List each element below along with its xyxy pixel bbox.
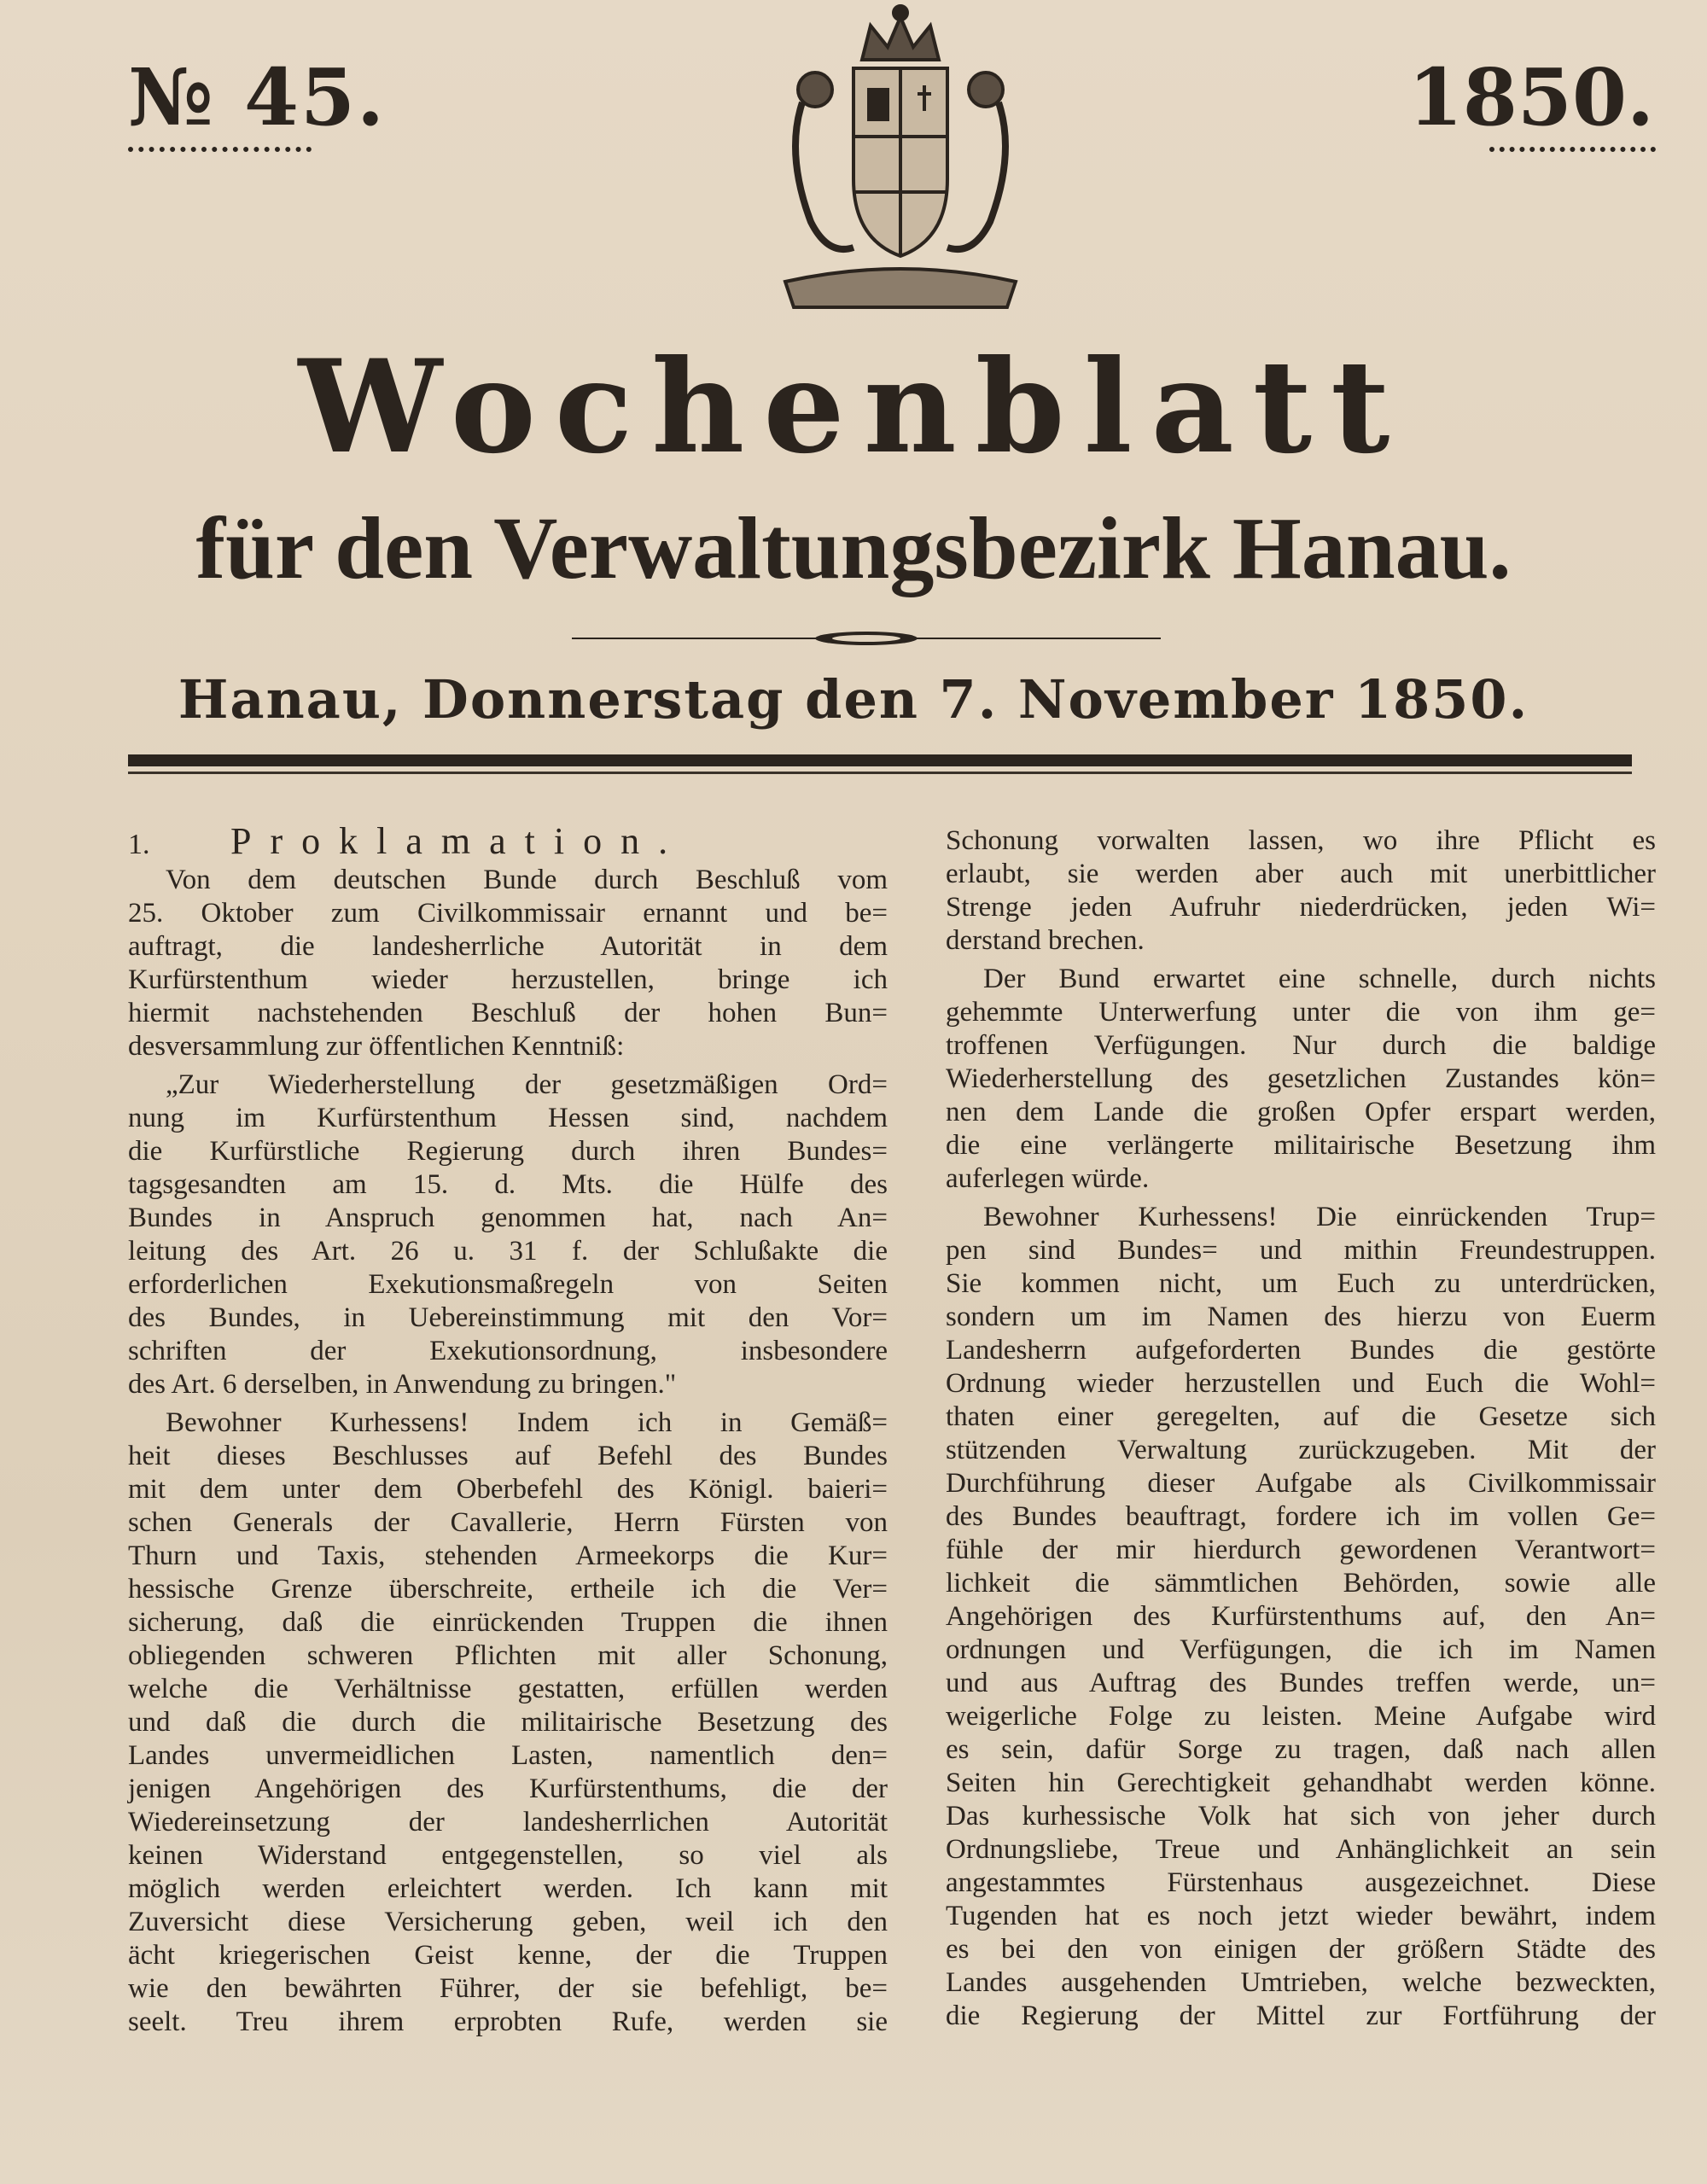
text-line: des Bundes, in Uebereinstimmung mit den Vor= [128, 1302, 888, 1333]
text-line: möglich werden erleichtert werden. Ich kann mit [128, 1873, 888, 1904]
text-line: heit dieses Beschlusses auf Befehl des Bundes [128, 1441, 888, 1471]
dateline: Hanau, Donnerstag den 7. November 1850. [178, 668, 1529, 731]
text-line: nung im Kurfürstenthum Hessen sind, nachdem [128, 1103, 888, 1133]
text-line: schen Generals der Cavallerie, Herrn Fürsten von [128, 1507, 888, 1538]
text-line: pen sind Bundes= und mithin Freundestruppen. [946, 1235, 1656, 1266]
text-line: hessische Grenze überschreite, ertheile ich die Ver= [128, 1574, 888, 1605]
text-line: weigerliche Folge zu leisten. Meine Aufgabe wird [946, 1701, 1656, 1732]
text-line: desversammlung zur öffentlichen Kenntniß: [128, 1031, 625, 1062]
text-line: Kurfürstenthum wieder herzustellen, bringe ich [128, 964, 888, 995]
text-line: des Bundes beauftragt, fordere ich im vollen Ge= [946, 1501, 1656, 1532]
text-line: Ordnung wieder herzustellen und Euch die Wohl= [946, 1368, 1656, 1399]
text-line: Zuversicht diese Versicherung geben, weil ich den [128, 1907, 888, 1937]
text-line: ordnungen und Verfügungen, die ich im Namen [946, 1634, 1656, 1665]
newspaper-subtitle: für den Verwaltungsbezirk Hanau. [195, 499, 1512, 597]
text-line: und daß die durch die militairische Besetzung des [128, 1707, 888, 1738]
text-line: auferlegen würde. [946, 1163, 1150, 1194]
text-line: Landesherrn aufgeforderten Bundes die gestörte [946, 1335, 1656, 1366]
column-left [128, 819, 888, 2044]
text-line: Tugenden hat es noch jetzt wieder bewährt, indem [946, 1901, 1656, 1931]
issue-number: № 45. [128, 51, 387, 143]
text-line: des Art. 6 derselben, in Anwendung zu bringen." [128, 1369, 677, 1400]
text-line: und aus Auftrag des Bundes treffen werde, un= [946, 1668, 1656, 1698]
text-line: Bewohner Kurhessens! Indem ich in Gemäß= [166, 1407, 888, 1438]
text-line: „Zur Wiederherstellung der gesetzmäßigen Ord= [166, 1069, 888, 1100]
text-line: ächt kriegerischen Geist kenne, der die Truppen [128, 1940, 888, 1971]
text-line: die Regierung der Mittel zur Fortführung der [946, 2001, 1656, 2031]
text-line: derstand brechen. [946, 925, 1145, 956]
text-line: Bewohner Kurhessens! Die einrückenden Trup= [983, 1202, 1656, 1232]
text-line: sondern um im Namen des hierzu von Euerm [946, 1302, 1656, 1332]
paragraph [128, 1406, 888, 2039]
text-line: erforderlichen Exekutionsmaßregeln von Seiten [128, 1269, 888, 1300]
text-line: sicherung, daß die einrückenden Truppen die ihnen [128, 1607, 888, 1638]
article-heading [128, 819, 888, 860]
text-line: gehemmte Unterwerfung unter die von ihm ge= [946, 997, 1656, 1028]
text-line: stützenden Verwaltung zurückzugeben. Mit der [946, 1435, 1656, 1465]
text-line: erlaubt, sie werden aber auch mit unerbittlicher [946, 859, 1656, 889]
text-line: Wiederherstellung des gesetzlichen Zustandes kön= [946, 1063, 1656, 1094]
column-right-text [946, 824, 1656, 2033]
text-line: jenigen Angehörigen des Kurfürstenthums, die der [128, 1773, 888, 1804]
header-rule-thin [128, 772, 1632, 774]
text-line: 25. Oktober zum Civilkommissair ernannt und be= [128, 898, 888, 929]
paragraph [946, 963, 1656, 1196]
text-line: die eine verlängerte militairische Besetzung ihm [946, 1130, 1656, 1161]
ornamental-divider [572, 628, 1161, 649]
newspaper-title: Wochenblatt [298, 332, 1409, 482]
text-line: Von dem deutschen Bunde durch Beschluß vom [166, 865, 888, 895]
text-line: Der Bund erwartet eine schnelle, durch nichts [983, 964, 1656, 994]
text-line: welche die Verhältnisse gestatten, erfüllen werden [128, 1674, 888, 1704]
text-line: Schonung vorwalten lassen, wo ihre Pflicht es [946, 825, 1656, 856]
text-line: lichkeit die sämmtlichen Behörden, sowie alle [946, 1568, 1656, 1599]
text-line: Seiten hin Gerechtigkeit gehandhabt werden könne. [946, 1768, 1656, 1798]
text-line: Durchführung dieser Aufgabe als Civilkommissair [946, 1468, 1656, 1499]
text-line: Das kurhessische Volk hat sich von jeher durch [946, 1801, 1656, 1832]
column-left-text [128, 864, 888, 2039]
column-right [946, 824, 1656, 2038]
text-line: obliegenden schweren Pflichten mit aller Schonung, [128, 1640, 888, 1671]
paragraph [946, 1201, 1656, 2033]
article-title: Proklamation. [230, 820, 687, 862]
text-line: Strenge jeden Aufruhr niederdrücken, jeden Wi= [946, 892, 1656, 923]
text-line: Ordnungsliebe, Treue und Anhänglichkeit an sein [946, 1834, 1656, 1865]
text-line: leitung des Art. 26 u. 31 f. der Schlußakte die [128, 1236, 888, 1267]
text-line: Wiedereinsetzung der landesherrlichen Autorität [128, 1807, 888, 1837]
paragraph [128, 864, 888, 1063]
text-line: Bundes in Anspruch genommen hat, nach An= [128, 1203, 888, 1233]
year-underline [1489, 137, 1656, 152]
text-line: Landes unvermeidlichen Lasten, namentlich den= [128, 1740, 888, 1771]
coat-of-arms-icon [751, 0, 1050, 329]
text-line: auftragt, die landesherrliche Autorität in dem [128, 931, 888, 962]
text-line: angestammtes Fürstenhaus ausgezeichnet. Diese [946, 1867, 1656, 1898]
year: 1850. [1407, 51, 1654, 143]
text-line: seelt. Treu ihrem erprobten Rufe, werden sie [128, 2006, 888, 2037]
paragraph [128, 1069, 888, 1401]
text-line: es bei den von einigen der größern Städte des [946, 1934, 1656, 1965]
text-line: tagsgesandten am 15. d. Mts. die Hülfe des [128, 1169, 888, 1200]
text-line: wie den bewährten Führer, der sie befehligt, be= [128, 1973, 888, 2004]
text-line: es sein, dafür Sorge zu tragen, daß nach allen [946, 1734, 1656, 1765]
text-line: schriften der Exekutionsordnung, insbesondere [128, 1336, 888, 1366]
text-line: Thurn und Taxis, stehenden Armeekorps die Kur= [128, 1540, 888, 1571]
text-line: nen dem Lande die großen Opfer erspart werden, [946, 1097, 1656, 1127]
text-line: mit dem unter dem Oberbefehl des Königl. baieri= [128, 1474, 888, 1505]
text-line: keinen Widerstand entgegenstellen, so viel als [128, 1840, 888, 1871]
text-line: Sie kommen nicht, um Euch zu unterdrücken, [946, 1268, 1656, 1299]
text-line: thaten einer geregelten, auf die Gesetze sich [946, 1401, 1656, 1432]
text-line: hiermit nachstehenden Beschluß der hohen Bun= [128, 998, 888, 1028]
text-line: Landes ausgehenden Umtrieben, welche bezweckten, [946, 1967, 1656, 1998]
paragraph [946, 824, 1656, 958]
issue-underline [128, 137, 312, 152]
text-line: troffenen Verfügungen. Nur durch die baldige [946, 1030, 1656, 1061]
header-rule [128, 754, 1632, 766]
text-line: Angehörigen des Kurfürstenthums auf, den An= [946, 1601, 1656, 1632]
text-line: fühle der mir hierdurch gewordenen Verantwort= [946, 1535, 1656, 1565]
text-line: die Kurfürstliche Regierung durch ihren Bundes= [128, 1136, 888, 1167]
article-number: 1. [128, 829, 150, 860]
